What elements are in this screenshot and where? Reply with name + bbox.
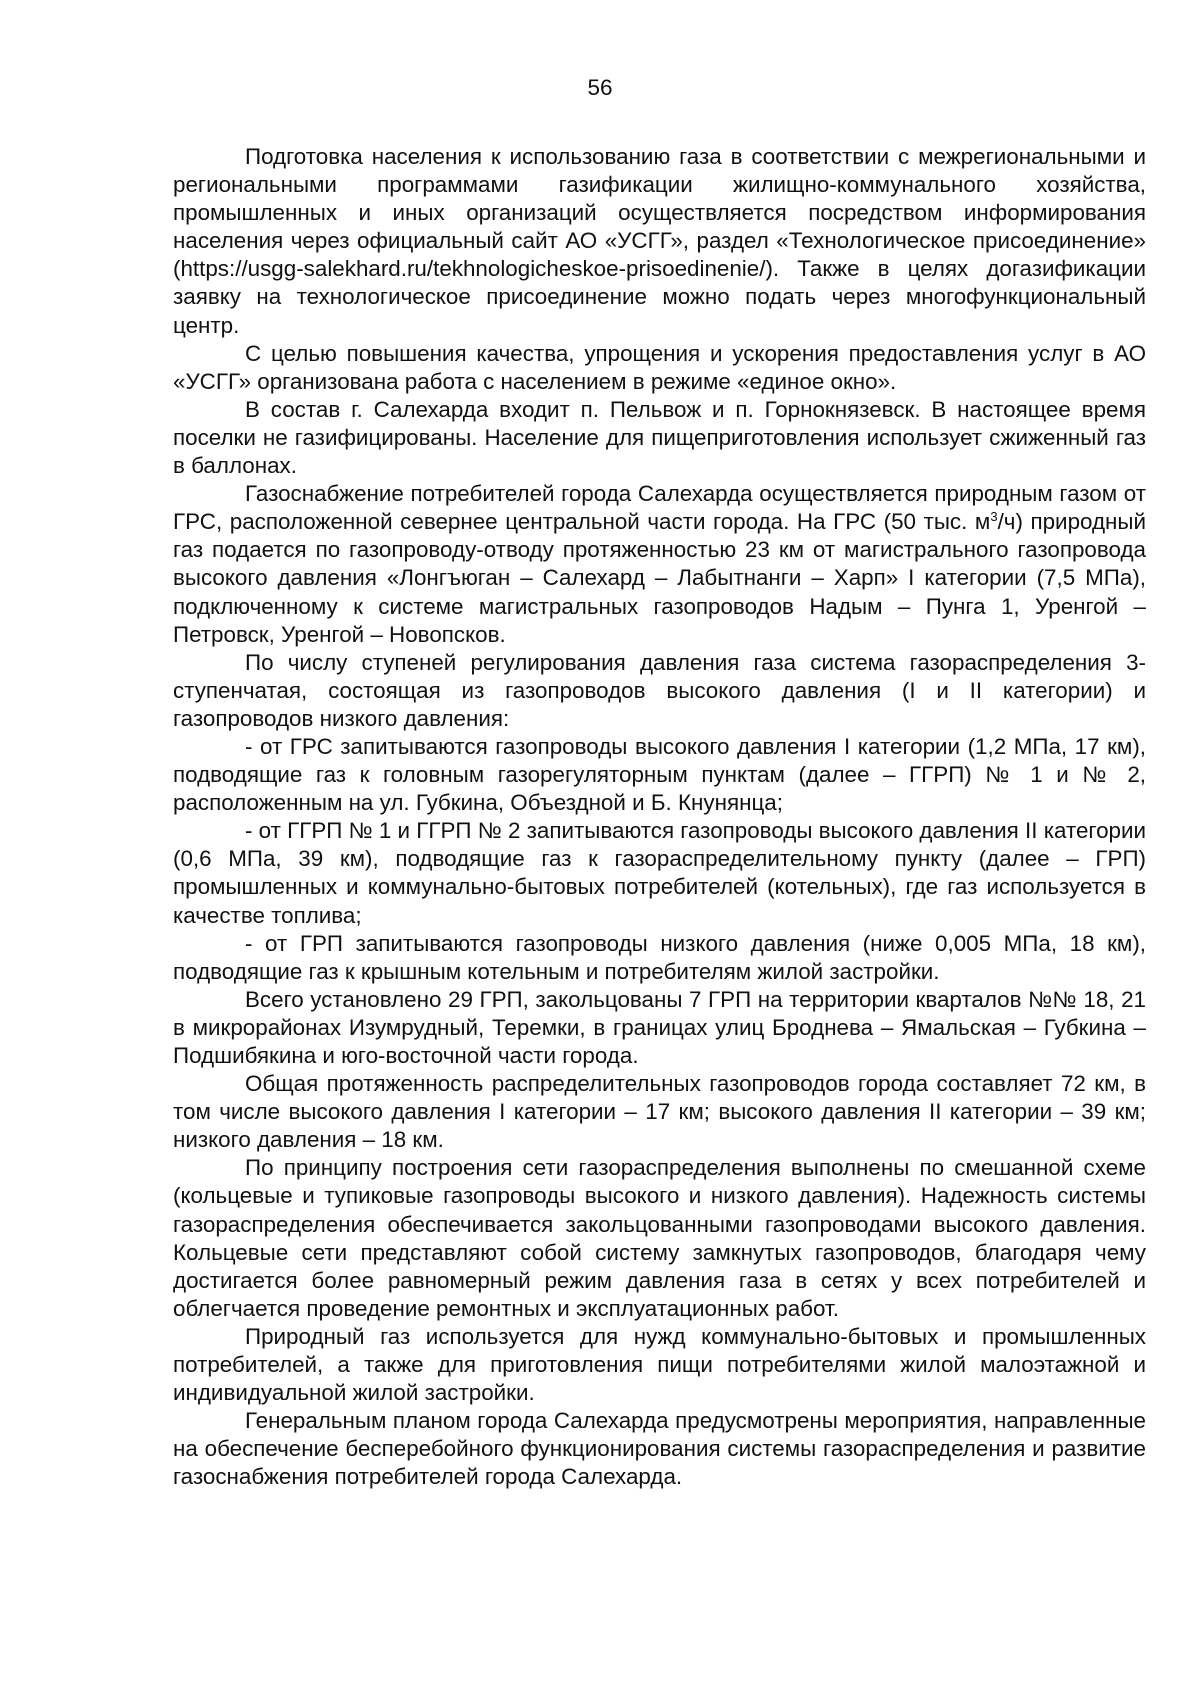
page-number: 56 xyxy=(587,75,613,100)
paragraph-high-pressure-1: - от ГРС запитываются газопроводы высокого давления I категории (1,2 МПа, 17 км), подводящие газ к головным газорегуляторным пунктам (далее – ГГРП) № 1 и № 2, расположенным на ул. Губкина, Объездной и Б. Кнунянца; xyxy=(173,733,1146,816)
paragraph-pressure-stages: По числу ступеней регулирования давления газа система газораспределения 3-ступенчатая, состоящая из газопроводов высокого давления (I и II категории) и газопроводов низкого давления: xyxy=(173,649,1146,731)
paragraph-gas-usage: Природный газ используется для нужд коммунально-бытовых и промышленных потребителей, а также для приготовления пищи потребителями жилой малоэтажной и индивидуальной жилой застройки. xyxy=(173,1323,1146,1406)
paragraph-single-window: С целью повышения качества, упрощения и ускорения предоставления услуг в АО «УСГГ» организована работа с населением в режиме «единое окно». xyxy=(173,340,1146,394)
paragraph-low-pressure: - от ГРП запитываются газопроводы низкого давления (ниже 0,005 МПа, 18 км), подводящие газ к крышным котельным и потребителям жилой застройки. xyxy=(173,930,1146,984)
paragraph-gas-supply xyxy=(173,480,1146,649)
paragraph-network-scheme: По принципу построения сети газораспределения выполнены по смешанной схеме (кольцевые и тупиковые газопроводы высокого и низкого давления). Надежность системы газораспределения обеспечивается закольцованными газопроводами высокого давления. Кольцевые сети представляют собой систему замкнутых газопроводов, благодаря чему достигается более равномерный режим давления газа в сетях у всех потребителей и облегчается проведение ремонтных и эксплуатационных работ. xyxy=(173,1155,1146,1321)
paragraph-gas-readiness: Подготовка населения к использованию газа в соответствии с межрегиональными и региональными программами газификации жилищно-коммунального хозяйства, промышленных и иных организаций осуществляется посредством информирования населения через официальный сайт АО «УСГГ», раздел «Технологическое присоединение» (https://usgg-salekhard.ru/tekhnologicheskoe-prisoedinenie/). Также в целях догазификации заявку на технологическое присоединение можно подать через многофункциональный центр. xyxy=(173,144,1146,338)
paragraph-high-pressure-2: - от ГГРП № 1 и ГГРП № 2 запитываются газопроводы высокого давления II категории (0,6 МПа, 39 км), подводящие газ к газораспределительному пункту (далее – ГРП) промышленных и коммунально-бытовых потребителей (котельных), где газ используется в качестве топлива; xyxy=(173,818,1146,928)
paragraph-general-plan: Генеральным планом города Салехарда предусмотрены мероприятия, направленные на обеспечение бесперебойного функционирования системы газораспределения и развитие газоснабжения потребителей города Салехарда. xyxy=(173,1408,1146,1490)
gas-supply-text-after: /ч) природный газ подается по газопроводу-отводу протяженностью 23 км от магистрального газопровода высокого давления «Лонгъюган – Салехард – Лабытнанги – Харп» I категории (7,5 МПа), подключенному к системе магистральных газопроводов Надым – Пунга 1, Уренгой – Петровск, Уренгой – Новопсков. xyxy=(173,509,1147,647)
paragraph-network-length: Общая протяженность распределительных газопроводов города составляет 72 км, в том числе высокого давления I категории – 17 км; высокого давления II категории – 39 км; низкого давления – 18 км. xyxy=(173,1071,1146,1153)
cubic-superscript: 3 xyxy=(990,509,998,525)
paragraph-settlements: В состав г. Салехарда входит п. Пельвож и п. Горнокнязевск. В настоящее время поселки не газифицированы. Население для пищеприготовления использует сжиженный газ в баллонах. xyxy=(173,396,1146,479)
gas-supply-text-before: Газоснабжение потребителей города Салехарда осуществляется природным газом от ГРС, расположенной севернее центральной части города. На ГРС (50 тыс. м xyxy=(173,481,1146,535)
document-body xyxy=(173,143,1146,1492)
paragraph-grp-count: Всего установлено 29 ГРП, закольцованы 7 ГРП на территории кварталов №№ 18, 21 в микрорайонах Изумрудный, Теремки, в границах улиц Броднева – Ямальская – Губкина – Подшибякина и юго-восточной части города. xyxy=(173,986,1146,1068)
